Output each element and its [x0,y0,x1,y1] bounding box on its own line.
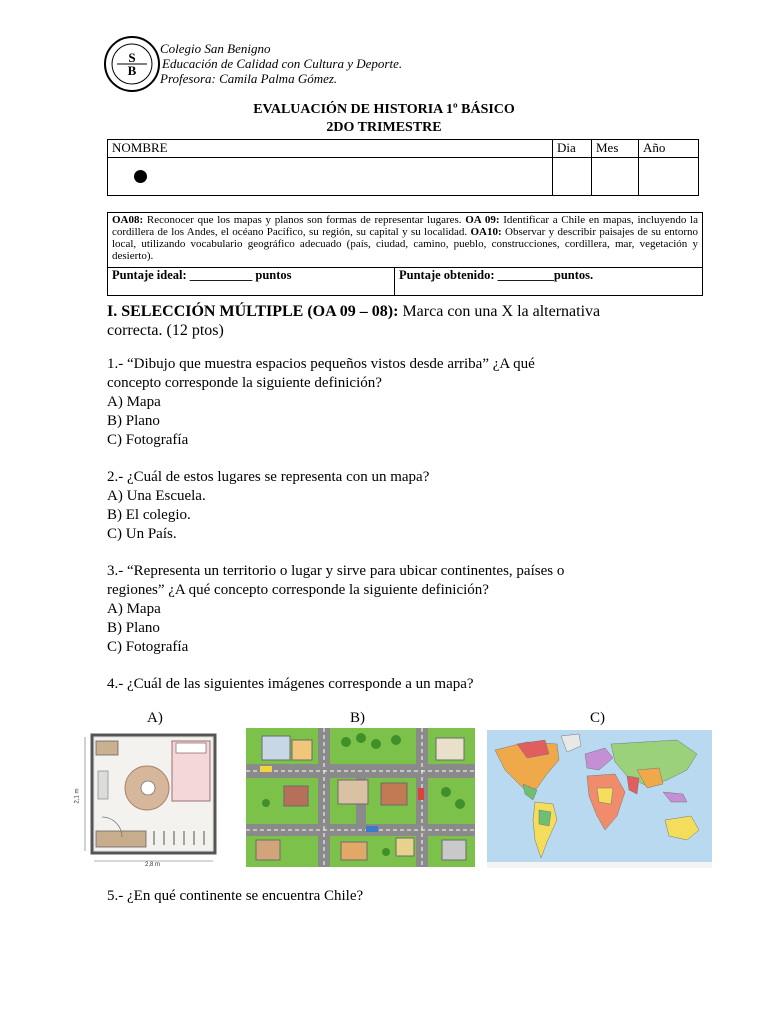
month-field[interactable] [592,158,639,196]
bullet-icon [134,170,147,183]
image-option-c-label[interactable]: C) [590,710,605,726]
oa08-text: Reconocer que los mapas y planos son formas de representar lugares. [143,214,466,226]
oa10-label: OA10: [470,226,502,238]
question-1-line1: 1.- “Dibujo que muestra espacios pequeños vistos desde arriba” ¿A qué [107,356,535,372]
teacher-name: Profesora: Camila Palma Gómez. [160,71,338,86]
question-3-option-b[interactable]: B) Plano [107,620,160,636]
question-2-line1: 2.- ¿Cuál de estos lugares se representa con un mapa? [107,469,430,485]
section-heading-line2: correcta. (12 ptos) [107,322,224,339]
question-3 [107,562,564,657]
question-3-line2: regiones” ¿A qué concepto corresponde la siguiente definición? [107,582,489,598]
objectives-text [108,213,703,268]
town-map-image[interactable] [246,728,475,867]
question-5: 5.- ¿En qué continente se encuentra Chile? [107,888,364,904]
school-info [160,41,402,86]
oa10-text: Observar y describir paisajes de su entorno local, utilizando vocabulario geográfico adecuado (país, ciudad, camino, pueblo, construcciones, cordillera, mar, vegetación y desierto). [112,226,698,262]
image-option-a-label[interactable]: A) [147,710,163,726]
year-label: Año [639,140,699,158]
school-name: Colegio San Benigno [160,41,271,56]
question-3-option-a[interactable]: A) Mapa [107,601,161,617]
year-field[interactable] [639,158,699,196]
school-seal [104,36,160,92]
image-option-b-label[interactable]: B) [350,710,365,726]
floor-plan-height-label: 2,1 m [74,788,81,804]
obtained-score: Puntaje obtenido: _________puntos. [395,268,703,296]
student-info-table [107,139,699,196]
world-map-image[interactable] [487,730,712,868]
question-2-option-c[interactable]: C) Un País. [107,526,177,542]
svg-text:S: S [128,50,136,65]
question-1-option-c[interactable]: C) Fotografía [107,432,189,448]
question-2 [107,468,429,544]
month-label: Mes [592,140,639,158]
day-field[interactable] [553,158,592,196]
question-1-line2: concepto corresponde la siguiente definición? [107,375,382,391]
objectives-table [107,212,703,296]
question-1 [107,355,535,450]
school-motto: Educación de Calidad con Cultura y Deporte. [162,56,403,71]
section-heading-rest: Marca con una X la alternativa [398,303,601,320]
section-heading-bold: I. SELECCIÓN MÚLTIPLE (OA 09 – 08): [107,303,399,320]
question-3-option-c[interactable]: C) Fotografía [107,639,189,655]
svg-text:B: B [127,63,137,78]
oa08-label: OA08: [112,214,144,226]
oa09-label: OA 09: [465,214,500,226]
question-3-line1: 3.- “Representa un territorio o lugar y sirve para ubicar continentes, países o [107,563,565,579]
page-subtitle: 2DO TRIMESTRE [326,120,442,135]
question-4: 4.- ¿Cuál de las siguientes imágenes corresponde a un mapa? [107,676,474,692]
page-title: EVALUACIÓN DE HISTORIA 1º BÁSICO [253,102,515,117]
floor-plan-image[interactable] [74,731,227,868]
floor-plan-width-label: 2,8 m [145,862,161,868]
oa09-text: Identificar a Chile en mapas, incluyendo la cordillera de los Andes, el océano Pacífico, su región, su capital y su localidad. [112,214,698,238]
ideal-score: Puntaje ideal: __________ puntos [108,268,395,296]
name-field[interactable] [108,158,553,196]
section-heading [107,302,600,321]
question-2-option-a[interactable]: A) Una Escuela. [107,488,206,504]
question-1-option-a[interactable]: A) Mapa [107,394,161,410]
day-label: Dia [553,140,592,158]
name-label: NOMBRE [108,140,553,158]
question-1-option-b[interactable]: B) Plano [107,413,160,429]
question-2-option-b[interactable]: B) El colegio. [107,507,191,523]
